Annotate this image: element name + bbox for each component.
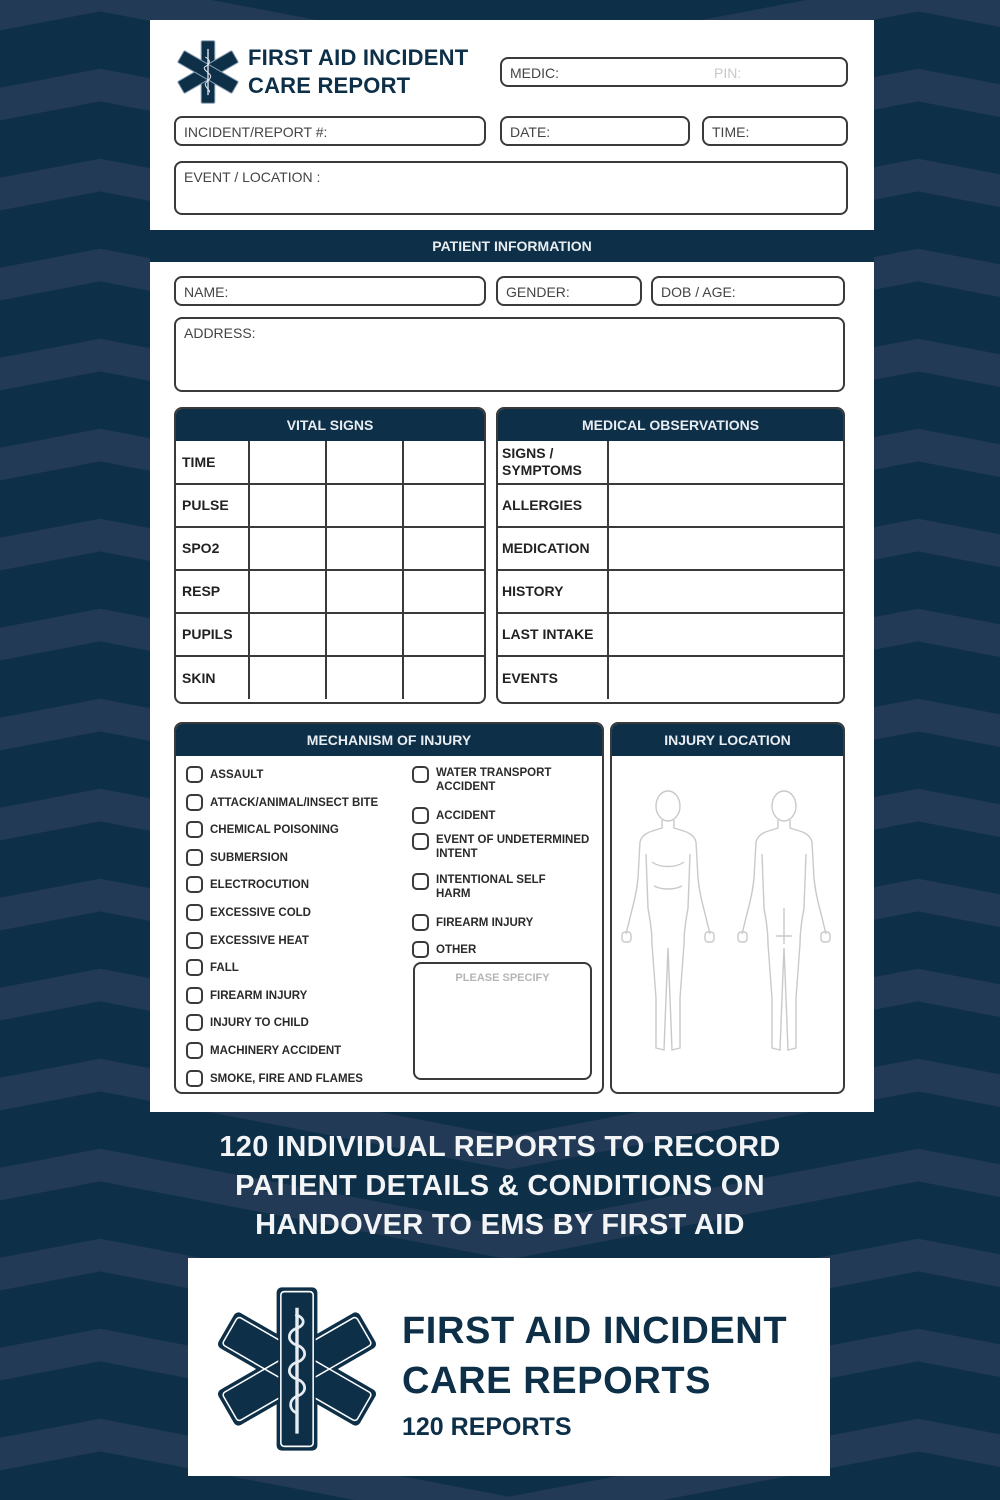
- checkbox-item[interactable]: [186, 1070, 378, 1094]
- vital-row-label: PULSE: [176, 484, 249, 527]
- vital-cell[interactable]: [249, 527, 326, 570]
- checkbox-label: SUBMERSION: [210, 851, 288, 864]
- vital-cell[interactable]: [326, 656, 403, 699]
- table-row: [498, 441, 843, 484]
- table-row: [498, 656, 843, 699]
- vital-cell[interactable]: [249, 570, 326, 613]
- vital-cell[interactable]: [403, 484, 484, 527]
- injury-location-panel: [610, 722, 845, 1094]
- table-row: [176, 570, 484, 613]
- vital-cell[interactable]: [326, 527, 403, 570]
- checkbox-item[interactable]: [186, 904, 378, 932]
- address-label: ADDRESS:: [184, 325, 256, 341]
- checkbox[interactable]: [186, 959, 203, 976]
- checkbox-label: CHEMICAL POISONING: [210, 824, 339, 837]
- checkbox[interactable]: [412, 941, 429, 958]
- time-field[interactable]: [702, 116, 848, 146]
- checkbox-label: ELECTROCUTION: [210, 879, 310, 892]
- event-location-label: EVENT / LOCATION :: [184, 169, 321, 185]
- brand-text: [402, 1306, 787, 1446]
- checkbox-label: INJURY TO CHILD: [210, 1017, 309, 1030]
- checkbox[interactable]: [186, 1070, 203, 1087]
- table-row: [176, 656, 484, 699]
- vital-row-label: TIME: [176, 441, 249, 484]
- checkbox[interactable]: [186, 932, 203, 949]
- vital-row-label: PUPILS: [176, 613, 249, 656]
- checkbox-label: FALL: [210, 962, 239, 975]
- checkbox-item[interactable]: [412, 766, 592, 807]
- checkbox-item[interactable]: [186, 821, 378, 849]
- checkbox-item[interactable]: [186, 987, 378, 1015]
- observation-cell[interactable]: [608, 441, 843, 484]
- observation-cell[interactable]: [608, 613, 843, 656]
- checkbox-item[interactable]: [186, 1014, 378, 1042]
- checkbox-item[interactable]: [186, 876, 378, 904]
- checkbox-label: OTHER: [436, 944, 477, 956]
- checkbox-item[interactable]: [412, 873, 592, 914]
- checkbox-item[interactable]: [186, 1042, 378, 1070]
- observation-row-label: EVENTS: [498, 656, 608, 699]
- table-row: [498, 527, 843, 570]
- checkbox[interactable]: [412, 807, 429, 824]
- body-diagram[interactable]: [612, 758, 843, 1092]
- tagline-line3: HANDOVER TO EMS BY FIRST AID: [255, 1209, 745, 1241]
- observation-row-label: HISTORY: [498, 570, 608, 613]
- observation-cell[interactable]: [608, 527, 843, 570]
- checkbox[interactable]: [186, 987, 203, 1004]
- date-field[interactable]: [500, 116, 690, 146]
- vital-cell[interactable]: [403, 570, 484, 613]
- checkbox[interactable]: [412, 873, 429, 890]
- checkbox[interactable]: [186, 821, 203, 838]
- checkbox-item[interactable]: [412, 807, 592, 833]
- date-label: DATE:: [510, 124, 551, 140]
- observation-row-label: MEDICATION: [498, 527, 608, 570]
- table-row: [176, 441, 484, 484]
- checkbox[interactable]: [186, 876, 203, 893]
- name-label: NAME:: [184, 284, 229, 300]
- checkbox-label: EXCESSIVE COLD: [210, 906, 311, 919]
- checkbox-item[interactable]: [186, 794, 378, 822]
- gender-field[interactable]: [496, 276, 642, 306]
- vital-cell[interactable]: [326, 441, 403, 484]
- incident-report-label: INCIDENT/REPORT #:: [184, 124, 328, 140]
- patient-information-heading: PATIENT INFORMATION: [150, 230, 874, 262]
- star-of-life-icon: [174, 38, 242, 106]
- vital-cell[interactable]: [326, 570, 403, 613]
- vital-row-label: SPO2: [176, 527, 249, 570]
- medic-label: MEDIC:: [510, 65, 559, 81]
- checkbox-label: FIREARM INJURY: [436, 917, 534, 929]
- table-row: [176, 613, 484, 656]
- vital-signs-table: [176, 441, 484, 699]
- checkbox-label: MACHINERY ACCIDENT: [210, 1044, 342, 1057]
- vital-cell[interactable]: [326, 484, 403, 527]
- checkbox-item[interactable]: [186, 959, 378, 987]
- medical-observations-heading: MEDICAL OBSERVATIONS: [498, 409, 843, 441]
- checkbox-label: ACCIDENT: [436, 810, 496, 822]
- injury-location-heading: INJURY LOCATION: [612, 724, 843, 756]
- table-row: [176, 527, 484, 570]
- mechanism-of-injury-heading: MECHANISM OF INJURY: [176, 724, 602, 756]
- table-row: [498, 484, 843, 527]
- brand-subtitle: 120 REPORTS: [402, 1413, 572, 1441]
- cover-tagline: [0, 1128, 1000, 1245]
- pin-label: PIN:: [714, 65, 742, 81]
- checkbox-item[interactable]: [186, 766, 378, 794]
- checkbox-label: ASSAULT: [210, 769, 264, 781]
- incident-report-field[interactable]: [174, 116, 486, 146]
- vital-cell[interactable]: [326, 613, 403, 656]
- checkbox-label: INTENTIONAL SELF HARM: [436, 874, 546, 900]
- time-label: TIME:: [712, 124, 750, 140]
- checkbox[interactable]: [186, 904, 203, 921]
- tagline-line2: PATIENT DETAILS & CONDITIONS ON: [235, 1170, 765, 1202]
- vital-signs-heading: VITAL SIGNS: [176, 409, 484, 441]
- checkbox[interactable]: [186, 1042, 203, 1059]
- checkbox-label: SMOKE, FIRE AND FLAMES: [210, 1072, 363, 1085]
- checkbox[interactable]: [186, 794, 203, 811]
- checkbox[interactable]: [186, 849, 203, 866]
- checkbox-item[interactable]: [186, 932, 378, 960]
- vital-cell[interactable]: [403, 441, 484, 484]
- please-specify-field[interactable]: PLEASE SPECIFY: [413, 962, 592, 1080]
- address-field[interactable]: [174, 317, 845, 392]
- vital-cell[interactable]: [403, 527, 484, 570]
- table-row: [498, 613, 843, 656]
- checkbox-label: EVENT OF UNDETERMINED INTENT: [436, 834, 590, 860]
- medical-observations-panel: [496, 407, 845, 704]
- dob-age-field[interactable]: [651, 276, 845, 306]
- event-location-field[interactable]: [174, 161, 848, 215]
- checkbox-label: EXCESSIVE HEAT: [210, 934, 309, 947]
- star-of-life-icon: [212, 1284, 382, 1454]
- observation-row-label: LAST INTAKE: [498, 613, 608, 656]
- dob-age-label: DOB / AGE:: [661, 284, 736, 300]
- observation-cell[interactable]: [608, 570, 843, 613]
- form-title: [248, 44, 468, 100]
- mechanism-of-injury-panel: [174, 722, 604, 1094]
- observation-row-label: ALLERGIES: [498, 484, 608, 527]
- form-title-line2: CARE REPORT: [248, 73, 411, 98]
- checkbox-item[interactable]: [412, 833, 592, 873]
- vital-cell[interactable]: [249, 484, 326, 527]
- checkbox-label: ATTACK/ANIMAL/INSECT BITE: [210, 796, 379, 809]
- vital-cell[interactable]: [249, 613, 326, 656]
- vital-row-label: SKIN: [176, 656, 249, 699]
- mechanism-list-left: [186, 766, 378, 1094]
- checkbox[interactable]: [186, 1014, 203, 1031]
- form-logo: [174, 38, 468, 106]
- table-row: [498, 570, 843, 613]
- brand-title-line2: CARE REPORTS: [402, 1360, 712, 1402]
- medic-field[interactable]: [500, 57, 848, 87]
- checkbox-item[interactable]: [186, 849, 378, 877]
- form-title-line1: FIRST AID INCIDENT: [248, 45, 469, 70]
- vital-cell[interactable]: [249, 656, 326, 699]
- checkbox-item[interactable]: [412, 914, 592, 941]
- vital-cell[interactable]: [249, 441, 326, 484]
- gender-label: GENDER:: [506, 284, 570, 300]
- observation-cell[interactable]: [608, 484, 843, 527]
- observation-row-label: SIGNS / SYMPTOMS: [498, 441, 608, 484]
- vital-cell[interactable]: [403, 613, 484, 656]
- medical-observations-table: [498, 441, 843, 699]
- brand-title-line1: FIRST AID INCIDENT: [402, 1310, 788, 1352]
- vital-signs-panel: [174, 407, 486, 704]
- checkbox-label: FIREARM INJURY: [210, 989, 308, 1002]
- name-field[interactable]: [174, 276, 486, 306]
- report-form-sheet: [150, 20, 874, 1112]
- checkbox[interactable]: [186, 766, 203, 783]
- tagline-line1: 120 INDIVIDUAL REPORTS TO RECORD: [219, 1131, 781, 1163]
- brand-box: [188, 1258, 830, 1476]
- body-front-outline: [622, 791, 714, 1050]
- checkbox[interactable]: [412, 833, 429, 850]
- vital-cell[interactable]: [403, 656, 484, 699]
- vital-row-label: RESP: [176, 570, 249, 613]
- observation-cell[interactable]: [608, 656, 843, 699]
- mechanism-list-right: [412, 766, 592, 968]
- checkbox-label: WATER TRANSPORT ACCIDENT: [436, 767, 552, 793]
- table-row: [176, 484, 484, 527]
- checkbox[interactable]: [412, 766, 429, 783]
- body-back-outline: [738, 791, 830, 1050]
- checkbox[interactable]: [412, 914, 429, 931]
